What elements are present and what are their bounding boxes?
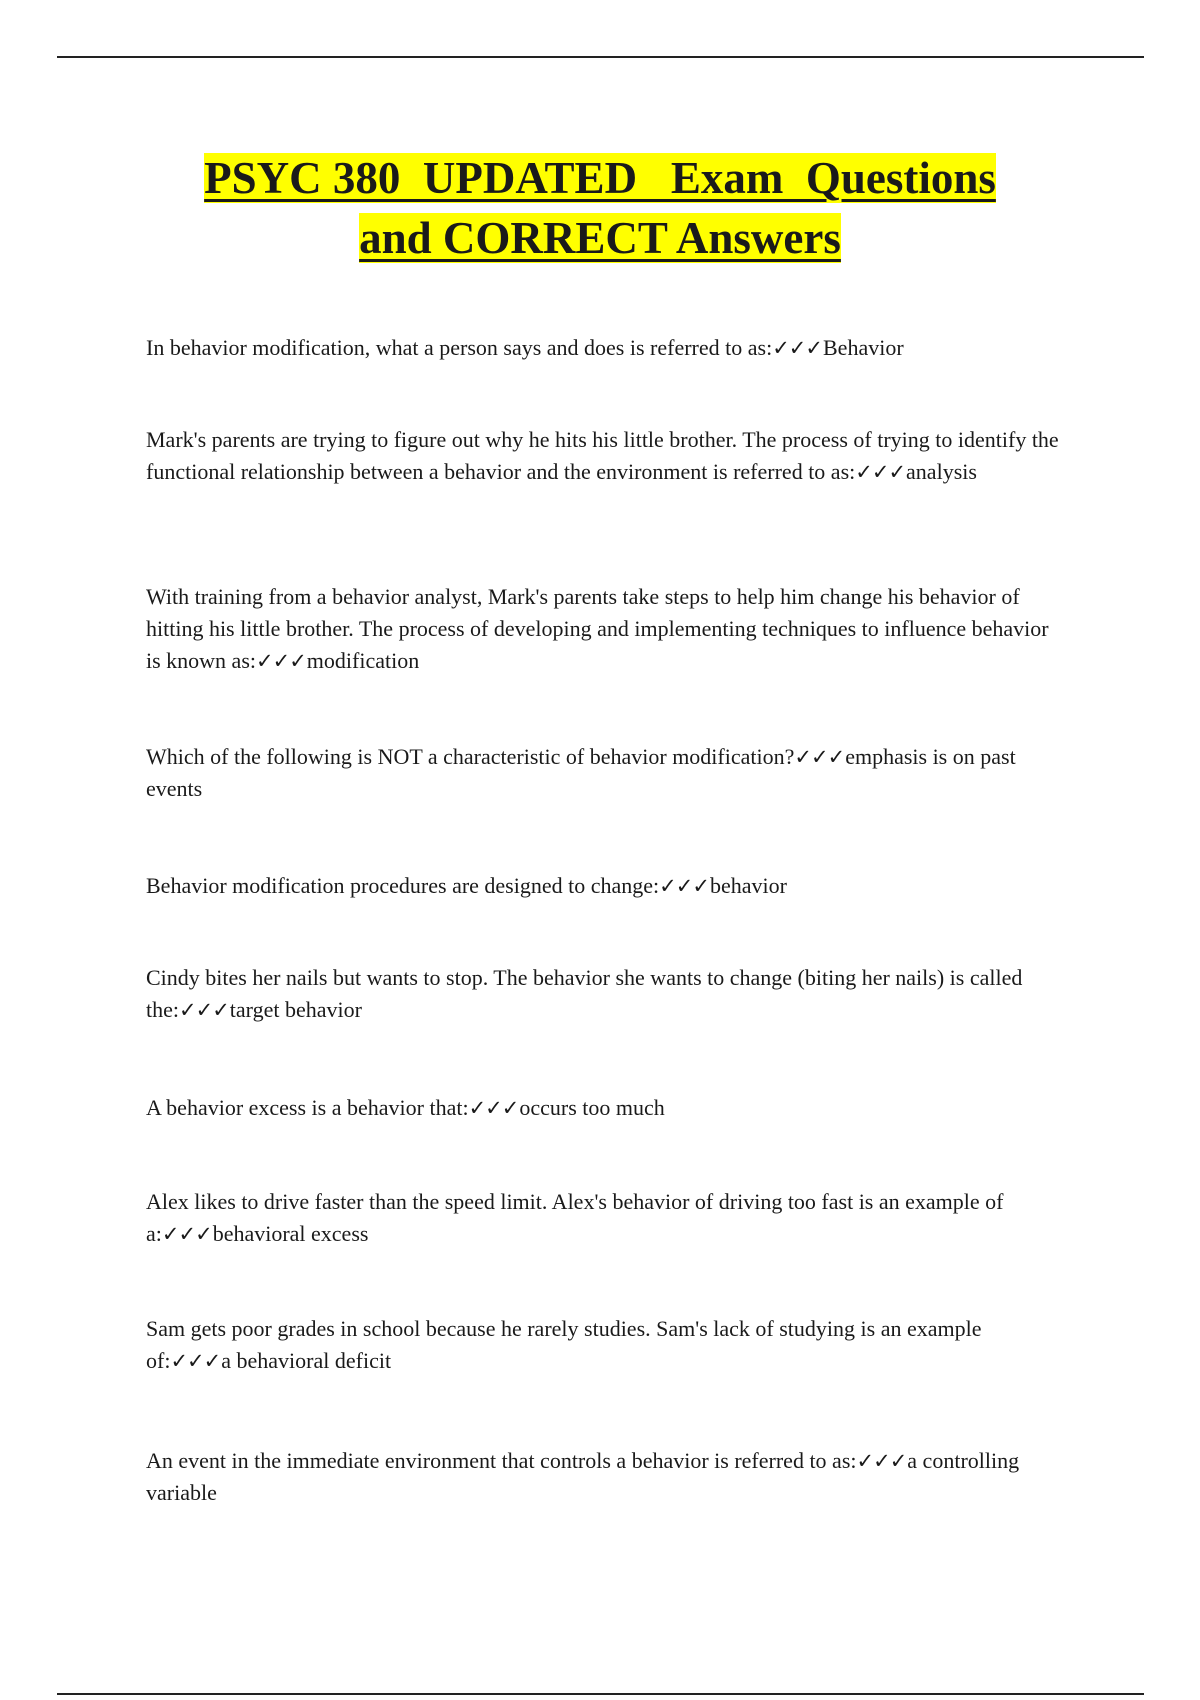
qa-item-7 xyxy=(146,1092,1066,1124)
check-marks-icon: ✓✓✓ xyxy=(855,460,906,484)
qa-item-4 xyxy=(146,741,1066,805)
question-text: Which of the following is NOT a characteristic of behavior modification? xyxy=(146,744,795,769)
check-marks-icon: ✓✓✓ xyxy=(256,649,306,673)
qa-item-9 xyxy=(146,1313,1066,1377)
answer-text: a controlling variable xyxy=(146,1448,1020,1505)
document-title xyxy=(0,148,1200,268)
qa-item-8 xyxy=(146,1186,1066,1250)
question-text: Alex likes to drive faster than the speed limit. Alex's behavior of driving too fast is an example of a: xyxy=(146,1189,1004,1246)
qa-item-5 xyxy=(146,870,1066,902)
answer-text: target behavior xyxy=(229,997,362,1022)
answer-text: Behavior xyxy=(823,335,904,360)
check-marks-icon: ✓✓✓ xyxy=(772,336,822,360)
qa-item-3 xyxy=(146,581,1066,677)
answer-text: modification xyxy=(306,648,420,673)
check-marks-icon: ✓✓✓ xyxy=(659,874,709,898)
check-marks-icon: ✓✓✓ xyxy=(856,1449,907,1473)
question-text: A behavior excess is a behavior that: xyxy=(146,1095,469,1120)
qa-item-2 xyxy=(146,424,1066,488)
check-marks-icon: ✓✓✓ xyxy=(179,998,229,1022)
qa-item-6 xyxy=(146,962,1066,1026)
question-text: Mark's parents are trying to figure out why he hits his little brother. The process of trying to identify the functional relationship between a behavior and the environment is referred to as: xyxy=(146,427,1059,484)
check-marks-icon: ✓✓✓ xyxy=(170,1349,221,1373)
answer-text: occurs too much xyxy=(519,1095,665,1120)
check-marks-icon: ✓✓✓ xyxy=(161,1222,212,1246)
header-rule xyxy=(57,56,1144,58)
check-marks-icon: ✓✓✓ xyxy=(794,745,845,769)
title-line-2: and CORRECT Answers xyxy=(359,213,841,263)
title-line-1: PSYC 380 UPDATED Exam Questions xyxy=(204,153,996,203)
question-text: Sam gets poor grades in school because he rarely studies. Sam's lack of studying is an example of: xyxy=(146,1316,982,1373)
check-marks-icon: ✓✓✓ xyxy=(468,1096,519,1120)
footer-rule xyxy=(57,1693,1144,1695)
answer-text: behavioral excess xyxy=(212,1221,369,1246)
answer-text: behavior xyxy=(709,873,787,898)
answer-text: emphasis is on past events xyxy=(146,744,1016,801)
question-text: Behavior modification procedures are designed to change: xyxy=(146,873,660,898)
question-text: An event in the immediate environment that controls a behavior is referred to as: xyxy=(146,1448,857,1473)
question-text: With training from a behavior analyst, Mark's parents take steps to help him change his behavior of hitting his little brother. The process of developing and implementing techniques to influence behavior is known as: xyxy=(146,584,1049,673)
qa-item-1 xyxy=(146,332,1066,364)
question-text: Cindy bites her nails but wants to stop. The behavior she wants to change (biting her nails) is called the: xyxy=(146,965,1023,1022)
answer-text: analysis xyxy=(906,459,977,484)
question-text: In behavior modification, what a person says and does is referred to as: xyxy=(146,335,773,360)
answer-text: a behavioral deficit xyxy=(221,1348,392,1373)
qa-item-10 xyxy=(146,1445,1066,1509)
